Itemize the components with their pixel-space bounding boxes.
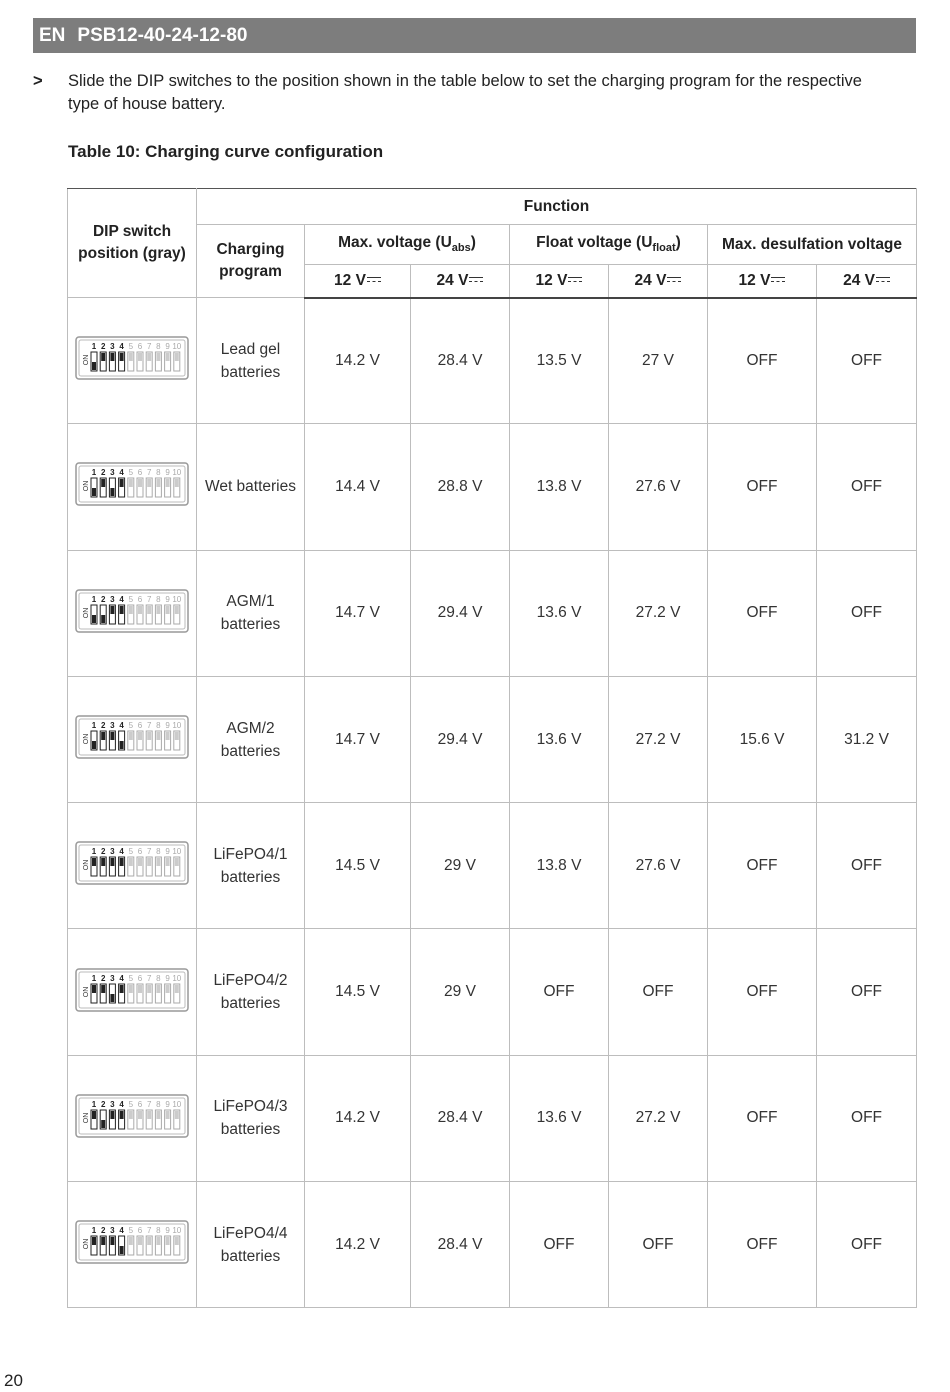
float-24v-header: 24 V xyxy=(609,265,708,298)
float24-cell: 27.2 V xyxy=(609,550,708,676)
dip-switch-diagram xyxy=(68,676,197,802)
dip-switch-diagram xyxy=(68,1055,197,1181)
svg-text:4: 4 xyxy=(119,594,124,604)
dc-symbol-icon xyxy=(367,276,381,284)
svg-text:10: 10 xyxy=(172,1226,182,1236)
dip-switch-diagram xyxy=(68,929,197,1055)
svg-text:5: 5 xyxy=(128,721,134,731)
max12-cell: 14.7 V xyxy=(305,676,411,802)
max12-cell: 14.7 V xyxy=(305,550,411,676)
dip-switch-icon xyxy=(75,715,189,764)
svg-text:3: 3 xyxy=(110,847,115,857)
dip-switch-diagram xyxy=(68,298,197,424)
svg-text:2: 2 xyxy=(100,342,106,352)
dip-switch-icon xyxy=(75,1094,189,1143)
svg-text:5: 5 xyxy=(128,594,134,604)
svg-text:2: 2 xyxy=(100,468,106,478)
svg-text:3: 3 xyxy=(110,721,115,731)
svg-text:5: 5 xyxy=(128,342,134,352)
table-row xyxy=(68,1055,917,1181)
max12-cell: 14.4 V xyxy=(305,424,411,550)
float24-cell: OFF xyxy=(609,929,708,1055)
svg-text:9: 9 xyxy=(165,468,170,478)
float12-cell: 13.5 V xyxy=(510,298,609,424)
float24-cell: OFF xyxy=(609,1182,708,1308)
svg-text:7: 7 xyxy=(146,1099,152,1109)
svg-text:4: 4 xyxy=(119,468,124,478)
svg-text:9: 9 xyxy=(165,342,170,352)
svg-text:8: 8 xyxy=(156,594,161,604)
svg-text:9: 9 xyxy=(165,721,170,731)
desulfation-header: Max. desulfation voltage xyxy=(708,225,917,265)
svg-text:ON: ON xyxy=(83,354,90,366)
svg-text:1: 1 xyxy=(91,594,97,604)
svg-text:10: 10 xyxy=(172,973,182,983)
svg-text:2: 2 xyxy=(100,973,106,983)
svg-text:10: 10 xyxy=(172,342,182,352)
svg-text:3: 3 xyxy=(110,594,115,604)
max12-cell: 14.5 V xyxy=(305,929,411,1055)
desulf24-cell: 31.2 V xyxy=(817,676,917,802)
desulf12-cell: OFF xyxy=(708,550,817,676)
svg-text:8: 8 xyxy=(156,1099,161,1109)
svg-text:ON: ON xyxy=(83,1238,90,1250)
desulf24-cell: OFF xyxy=(817,929,917,1055)
max-24v-header: 24 V xyxy=(411,265,510,298)
svg-text:6: 6 xyxy=(137,468,143,478)
svg-text:4: 4 xyxy=(119,973,124,983)
float24-cell: 27.6 V xyxy=(609,424,708,550)
svg-text:7: 7 xyxy=(146,721,152,731)
table-row xyxy=(68,1182,917,1308)
svg-text:ON: ON xyxy=(83,986,90,997)
svg-text:4: 4 xyxy=(119,847,124,857)
desulf24-cell: OFF xyxy=(817,803,917,929)
float-12v-header: 12 V xyxy=(510,265,609,298)
desulf24-cell: OFF xyxy=(817,1182,917,1308)
float12-cell: 13.8 V xyxy=(510,803,609,929)
svg-text:4: 4 xyxy=(119,721,124,731)
float-voltage-header: Float voltage $(U_{float})$ xyxy=(510,225,708,265)
language-code: EN xyxy=(39,24,66,46)
svg-text:10: 10 xyxy=(172,1099,182,1109)
instruction-step xyxy=(33,70,893,116)
table-row xyxy=(68,676,917,802)
svg-text:5: 5 xyxy=(128,1099,134,1109)
dip-switch-diagram xyxy=(68,424,197,550)
svg-text:7: 7 xyxy=(146,342,152,352)
svg-text:4: 4 xyxy=(119,1099,124,1109)
charging-program-cell: AGM/1 batteries xyxy=(197,550,305,676)
svg-text:1: 1 xyxy=(91,468,97,478)
svg-text:6: 6 xyxy=(137,1099,143,1109)
max24-cell: 29.4 V xyxy=(411,676,510,802)
svg-text:7: 7 xyxy=(146,1226,152,1236)
svg-text:1: 1 xyxy=(91,847,97,857)
svg-text:6: 6 xyxy=(137,1226,143,1236)
dip-switch-icon xyxy=(75,589,189,638)
svg-text:8: 8 xyxy=(156,342,161,352)
model-number: PSB12-40-24-12-80 xyxy=(77,24,248,46)
step-arrow-icon: > xyxy=(33,72,43,90)
max-12v-header: 12 V xyxy=(305,265,411,298)
float12-cell: OFF xyxy=(510,929,609,1055)
svg-text:1: 1 xyxy=(91,1226,97,1236)
max24-cell: 29.4 V xyxy=(411,550,510,676)
dc-symbol-icon xyxy=(667,276,681,284)
svg-text:6: 6 xyxy=(137,594,143,604)
dc-symbol-icon xyxy=(876,276,890,284)
dc-symbol-icon xyxy=(771,276,785,284)
charging-program-cell: LiFePO4/2 batteries xyxy=(197,929,305,1055)
table-row xyxy=(68,929,917,1055)
max24-cell: 29 V xyxy=(411,803,510,929)
desulf24-cell: OFF xyxy=(817,424,917,550)
svg-text:ON: ON xyxy=(83,481,90,492)
charging-program-cell: LiFePO4/3 batteries xyxy=(197,1055,305,1181)
float24-cell: 27 V xyxy=(609,298,708,424)
table-title: Table 10: Charging curve configuration xyxy=(68,142,384,161)
float24-cell: 27.6 V xyxy=(609,803,708,929)
svg-text:ON: ON xyxy=(83,860,90,871)
max-voltage-header: Max. voltage $(U_{abs})$ xyxy=(305,225,510,265)
dip-switch-icon xyxy=(75,968,189,1017)
svg-text:5: 5 xyxy=(128,1226,134,1236)
svg-text:9: 9 xyxy=(165,1099,170,1109)
svg-text:7: 7 xyxy=(146,847,152,857)
float12-cell: OFF xyxy=(510,1182,609,1308)
svg-text:10: 10 xyxy=(172,847,182,857)
svg-text:9: 9 xyxy=(165,594,170,604)
svg-text:10: 10 xyxy=(172,721,182,731)
svg-text:8: 8 xyxy=(156,973,161,983)
max12-cell: 14.2 V xyxy=(305,1182,411,1308)
svg-text:4: 4 xyxy=(119,1226,124,1236)
charging-program-cell: AGM/2 batteries xyxy=(197,676,305,802)
dip-switch-icon xyxy=(75,841,189,890)
desulf12-cell: OFF xyxy=(708,1182,817,1308)
charging-program-cell: LiFePO4/4 batteries xyxy=(197,1182,305,1308)
svg-text:9: 9 xyxy=(165,973,170,983)
svg-text:3: 3 xyxy=(110,1226,115,1236)
svg-text:ON: ON xyxy=(83,607,90,618)
svg-text:6: 6 xyxy=(137,973,143,983)
svg-text:1: 1 xyxy=(91,721,97,731)
charging-program-cell: LiFePO4/1 batteries xyxy=(197,803,305,929)
svg-text:7: 7 xyxy=(146,594,152,604)
desulf-12v-header: 12 V xyxy=(708,265,817,298)
charging-curve-table xyxy=(67,188,917,1308)
svg-text:4: 4 xyxy=(119,342,124,352)
instruction-text: Slide the DIP switches to the position shown in the table below to set the charging program for the respective type of house battery. xyxy=(68,72,862,113)
svg-text:6: 6 xyxy=(137,342,143,352)
dc-symbol-icon xyxy=(568,276,582,284)
svg-text:9: 9 xyxy=(165,1226,170,1236)
max24-cell: 29 V xyxy=(411,929,510,1055)
svg-text:2: 2 xyxy=(100,1226,106,1236)
desulf12-cell: OFF xyxy=(708,298,817,424)
svg-text:8: 8 xyxy=(156,1226,161,1236)
function-header: Function xyxy=(197,189,917,225)
svg-text:1: 1 xyxy=(91,973,97,983)
svg-text:7: 7 xyxy=(146,973,152,983)
table-row xyxy=(68,550,917,676)
dip-switch-diagram xyxy=(68,803,197,929)
dip-column-header: DIP switch position (gray) xyxy=(68,189,197,298)
desulf12-cell: OFF xyxy=(708,803,817,929)
desulf12-cell: 15.6 V xyxy=(708,676,817,802)
svg-text:1: 1 xyxy=(91,342,97,352)
svg-text:2: 2 xyxy=(100,1099,106,1109)
desulf12-cell: OFF xyxy=(708,1055,817,1181)
svg-text:3: 3 xyxy=(110,1099,115,1109)
desulf12-cell: OFF xyxy=(708,929,817,1055)
desulf12-cell: OFF xyxy=(708,424,817,550)
document-header xyxy=(33,18,916,53)
max24-cell: 28.4 V xyxy=(411,1182,510,1308)
desulf-24v-header: 24 V xyxy=(817,265,917,298)
dip-switch-icon xyxy=(75,462,189,511)
svg-text:8: 8 xyxy=(156,847,161,857)
table-row xyxy=(68,298,917,424)
svg-text:2: 2 xyxy=(100,594,106,604)
svg-text:6: 6 xyxy=(137,721,143,731)
svg-text:ON: ON xyxy=(83,733,90,745)
svg-text:2: 2 xyxy=(100,721,106,731)
desulf24-cell: OFF xyxy=(817,1055,917,1181)
float12-cell: 13.6 V xyxy=(510,676,609,802)
svg-text:3: 3 xyxy=(110,468,115,478)
svg-text:8: 8 xyxy=(156,721,161,731)
svg-text:3: 3 xyxy=(110,973,115,983)
svg-text:7: 7 xyxy=(146,468,152,478)
dip-switch-icon xyxy=(75,336,189,385)
svg-text:8: 8 xyxy=(156,468,161,478)
svg-text:5: 5 xyxy=(128,847,134,857)
table-row xyxy=(68,424,917,550)
float12-cell: 13.6 V xyxy=(510,1055,609,1181)
max24-cell: 28.8 V xyxy=(411,424,510,550)
svg-text:5: 5 xyxy=(128,973,134,983)
desulf24-cell: OFF xyxy=(817,298,917,424)
svg-text:9: 9 xyxy=(165,847,170,857)
float24-cell: 27.2 V xyxy=(609,676,708,802)
svg-text:1: 1 xyxy=(91,1099,97,1109)
dip-switch-diagram xyxy=(68,1182,197,1308)
dc-symbol-icon xyxy=(469,276,483,284)
table-row xyxy=(68,803,917,929)
charging-program-cell: Wet batteries xyxy=(197,424,305,550)
page-number: 20 xyxy=(4,1371,23,1390)
svg-text:ON: ON xyxy=(83,1112,90,1124)
max12-cell: 14.5 V xyxy=(305,803,411,929)
svg-text:6: 6 xyxy=(137,847,143,857)
program-column-header: Charging program xyxy=(197,225,305,298)
svg-text:10: 10 xyxy=(172,468,182,478)
max12-cell: 14.2 V xyxy=(305,1055,411,1181)
float12-cell: 13.8 V xyxy=(510,424,609,550)
dip-switch-diagram xyxy=(68,550,197,676)
desulf24-cell: OFF xyxy=(817,550,917,676)
svg-text:3: 3 xyxy=(110,342,115,352)
max12-cell: 14.2 V xyxy=(305,298,411,424)
svg-text:2: 2 xyxy=(100,847,106,857)
dip-switch-icon xyxy=(75,1220,189,1269)
float12-cell: 13.6 V xyxy=(510,550,609,676)
svg-text:5: 5 xyxy=(128,468,134,478)
charging-program-cell: Lead gel batteries xyxy=(197,298,305,424)
max24-cell: 28.4 V xyxy=(411,1055,510,1181)
float24-cell: 27.2 V xyxy=(609,1055,708,1181)
svg-text:10: 10 xyxy=(172,594,182,604)
max24-cell: 28.4 V xyxy=(411,298,510,424)
